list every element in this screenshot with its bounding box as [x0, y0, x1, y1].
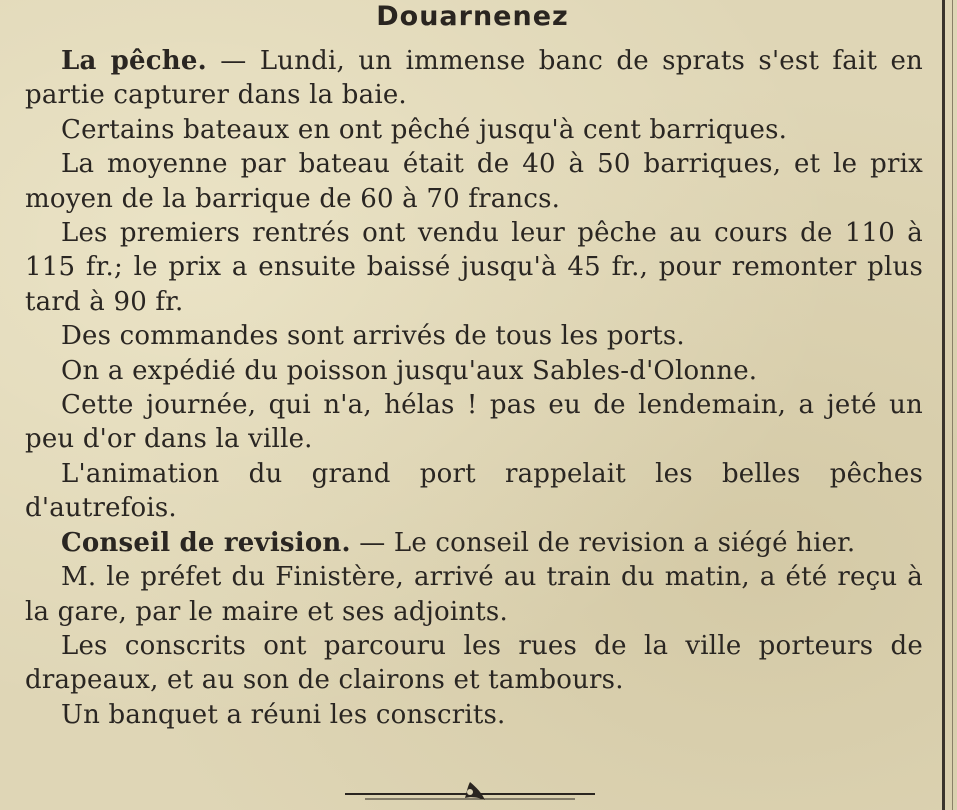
paragraph: L'animation du grand port rappelait les belles pêches d'autrefois. — [25, 458, 923, 524]
paragraph: Cette journée, qui n'a, hélas ! pas eu de lendemain, a jeté un peu d'or dans la ville. — [25, 390, 923, 455]
paragraph: Les conscrits ont parcouru les rues de la ville porteurs de drapeaux, et au son de clairons et tambours. — [25, 630, 923, 696]
column-rule-thin — [952, 0, 953, 810]
article-heading: Douarnenez — [376, 1, 569, 32]
paragraph-text: Lundi, un immense banc de sprats s'est fait en partie capturer dans la baie. — [25, 46, 923, 111]
end-ornament-icon — [345, 780, 595, 810]
paragraph: La moyenne par bateau était de 40 à 50 barriques, et le prix moyen de la barrique de 60 à 70 francs. — [25, 149, 923, 214]
section-title-peche: La pêche. — [61, 46, 207, 76]
paragraph: Certains bateaux en ont pêché jusqu'à cent barriques. — [61, 114, 788, 145]
em-dash: — — [206, 46, 260, 76]
paragraph-text: Le conseil de revision a siégé hier. — [393, 527, 856, 558]
paragraph: M. le préfet du Finistère, arrivé au train du matin, a été reçu à la gare, par le maire et ses adjoints. — [25, 562, 923, 627]
em-dash: — — [350, 527, 394, 558]
paragraph: On a expédié du poisson jusqu'aux Sables-d'Olonne. — [61, 355, 758, 386]
column-rule — [942, 0, 945, 810]
paragraph: Des commandes sont arrivés de tous les ports. — [61, 321, 685, 352]
section-title-conseil: Conseil de revision. — [61, 527, 351, 558]
paragraph-conseil-intro — [25, 526, 923, 560]
paragraph: Un banquet a réuni les conscrits. — [61, 699, 506, 730]
paragraph: Les premiers rentrés ont vendu leur pêche au cours de 110 à 115 fr.; le prix a ensuite baissé jusqu'à 45 fr., pour remonter plus tard à 90 fr. — [25, 218, 923, 317]
paragraph-peche-intro — [25, 44, 923, 113]
article-body — [25, 44, 923, 732]
